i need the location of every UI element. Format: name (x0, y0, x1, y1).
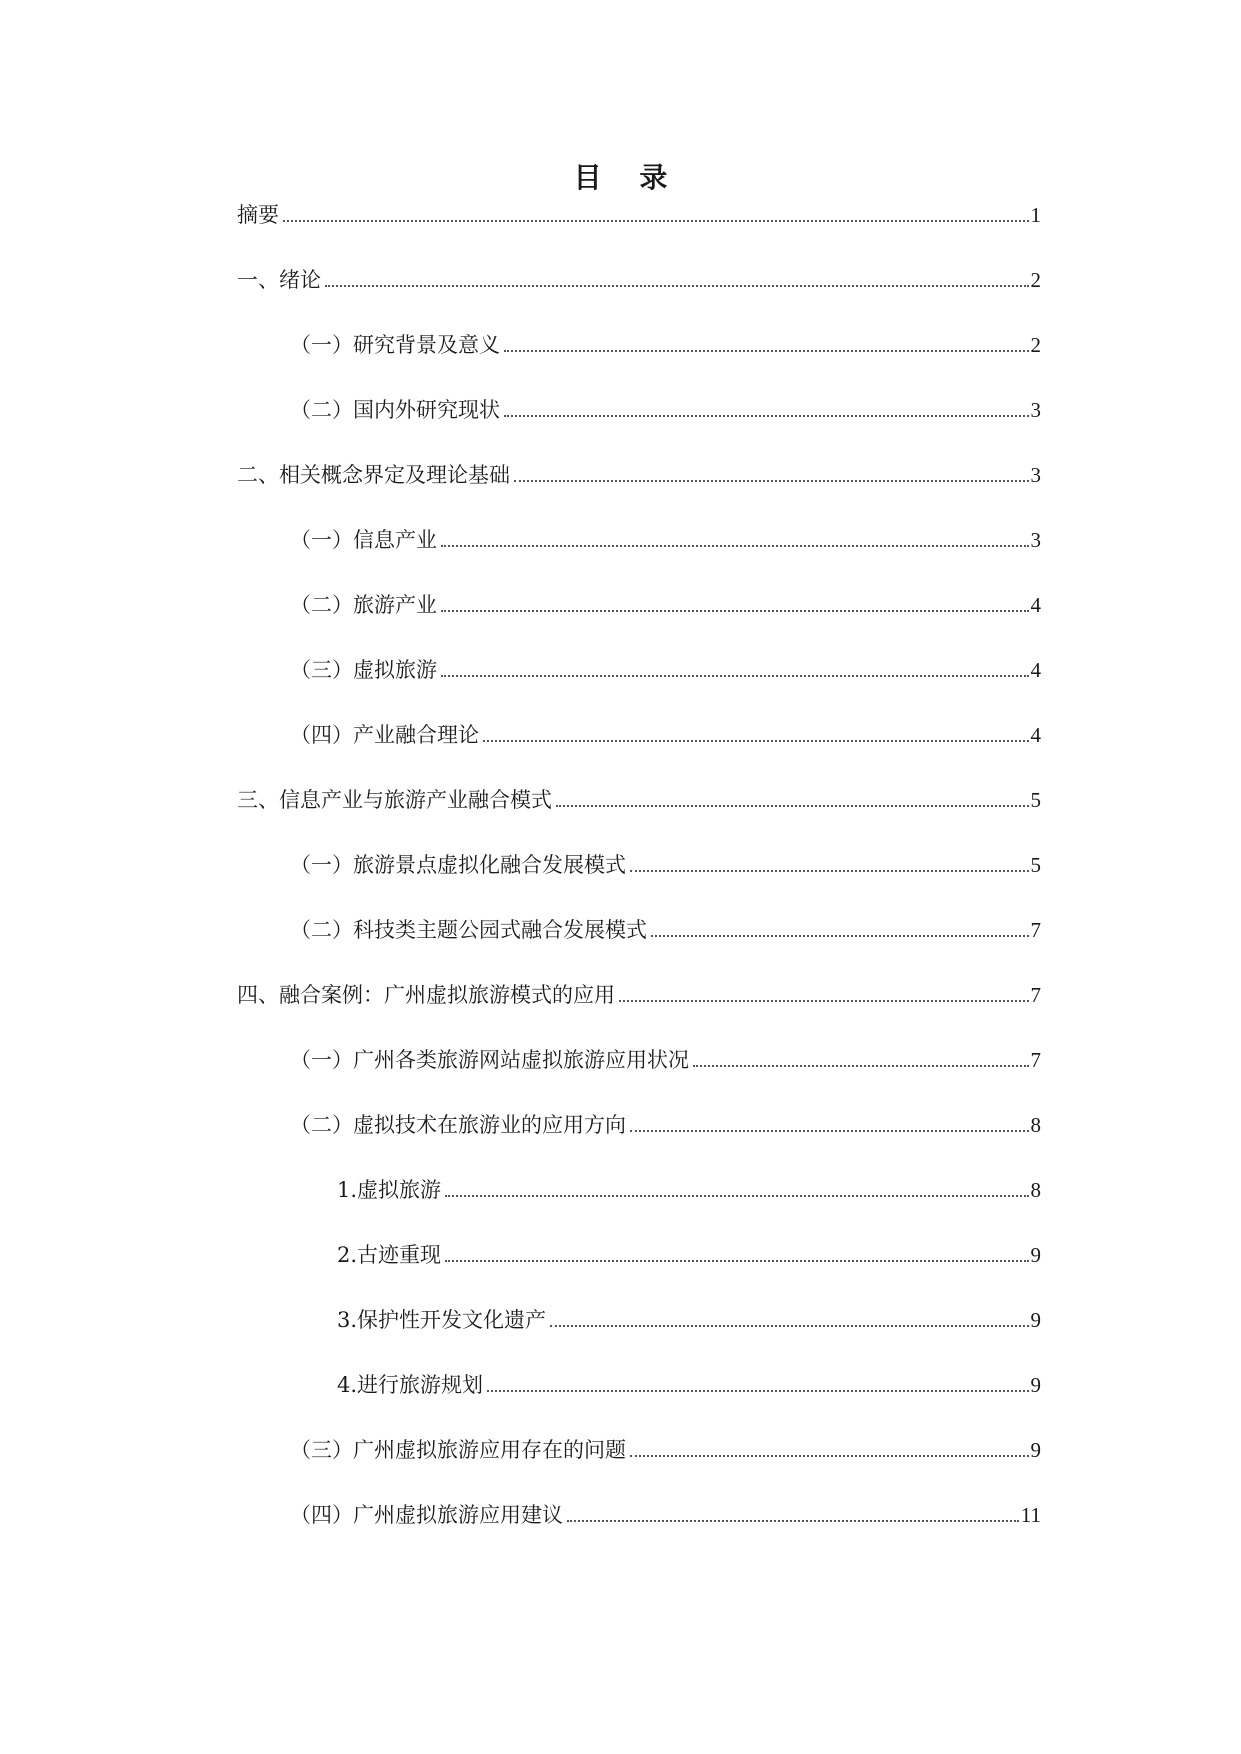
toc-entry-label: 二、相关概念界定及理论基础 (237, 463, 510, 487)
toc-entry-chapter-4[interactable] (237, 980, 1041, 1010)
dot-leader (445, 1260, 1028, 1262)
toc-entry-label: 一、绪论 (237, 268, 321, 292)
dot-leader (567, 1520, 1019, 1522)
toc-entry-subsection-4-2-4[interactable] (337, 1370, 1041, 1400)
dot-leader (619, 1000, 1029, 1002)
toc-entry-label: （四）产业融合理论 (290, 723, 479, 747)
toc-entry-label: 四、融合案例：广州虚拟旅游模式的应用 (237, 983, 615, 1007)
dot-leader (630, 870, 1029, 872)
dot-leader (504, 415, 1029, 417)
toc-entry-chapter-1[interactable] (237, 265, 1041, 295)
toc-entry-page: 9 (1030, 1243, 1041, 1267)
toc-entry-section-3-1[interactable] (290, 850, 1041, 880)
toc-entry-label: 摘要 (237, 203, 279, 227)
toc-entry-page: 3 (1030, 528, 1041, 552)
dot-leader (441, 675, 1029, 677)
toc-entry-page: 7 (1030, 918, 1041, 942)
dot-leader (441, 610, 1029, 612)
toc-entry-label: （一）信息产业 (290, 528, 437, 552)
toc-entry-page: 4 (1030, 658, 1041, 682)
toc-entry-section-2-1[interactable] (290, 525, 1041, 555)
toc-entry-label: （二）科技类主题公园式融合发展模式 (290, 918, 647, 942)
toc-entry-page: 8 (1030, 1113, 1041, 1137)
toc-entry-label: （三）广州虚拟旅游应用存在的问题 (290, 1438, 626, 1462)
dot-leader (630, 1455, 1029, 1457)
toc-entry-section-2-2[interactable] (290, 590, 1041, 620)
toc-entry-subsection-4-2-1[interactable] (337, 1175, 1041, 1205)
toc-entry-label: 3.保护性开发文化遗产 (337, 1308, 547, 1332)
toc-entry-page: 7 (1030, 1048, 1041, 1072)
toc-entry-page: 7 (1030, 983, 1041, 1007)
dot-leader (550, 1325, 1028, 1327)
toc-entry-section-2-3[interactable] (290, 655, 1041, 685)
toc-entry-page: 4 (1030, 593, 1041, 617)
toc-entry-label: 2.古迹重现 (337, 1243, 442, 1267)
toc-entry-page: 5 (1030, 853, 1041, 877)
toc-entry-section-3-2[interactable] (290, 915, 1041, 945)
toc-entry-section-2-4[interactable] (290, 720, 1041, 750)
toc-entry-label: （一）广州各类旅游网站虚拟旅游应用状况 (290, 1048, 689, 1072)
toc-entry-label: 1.虚拟旅游 (337, 1178, 442, 1202)
toc-entry-label: 4.进行旅游规划 (337, 1373, 484, 1397)
toc-entry-page: 3 (1030, 398, 1041, 422)
toc-entry-label: （二）虚拟技术在旅游业的应用方向 (290, 1113, 626, 1137)
dot-leader (483, 740, 1029, 742)
dot-leader (630, 1130, 1029, 1132)
toc-entry-label: （二）旅游产业 (290, 593, 437, 617)
toc-entry-section-4-3[interactable] (290, 1435, 1041, 1465)
dot-leader (504, 350, 1029, 352)
dot-leader (445, 1195, 1028, 1197)
toc-entry-section-4-4[interactable] (290, 1500, 1041, 1530)
toc-entry-subsection-4-2-3[interactable] (337, 1305, 1041, 1335)
toc-entry-page: 9 (1030, 1308, 1041, 1332)
toc-entry-chapter-2[interactable] (237, 460, 1041, 490)
toc-entry-label: （四）广州虚拟旅游应用建议 (290, 1503, 563, 1527)
toc-entry-page: 3 (1030, 463, 1041, 487)
dot-leader (556, 805, 1029, 807)
toc-entry-section-1-1[interactable] (290, 330, 1041, 360)
dot-leader (693, 1065, 1029, 1067)
toc-entry-page: 9 (1030, 1438, 1041, 1462)
toc-entry-page: 2 (1030, 268, 1041, 292)
dot-leader (514, 480, 1029, 482)
toc-entry-page: 4 (1030, 723, 1041, 747)
toc-entry-chapter-3[interactable] (237, 785, 1041, 815)
toc-entry-page: 11 (1020, 1503, 1041, 1527)
toc-entry-label: （一）研究背景及意义 (290, 333, 500, 357)
toc-entry-page: 2 (1030, 333, 1041, 357)
toc-title: 目 录 (573, 161, 682, 194)
dot-leader (325, 285, 1029, 287)
dot-leader (487, 1390, 1028, 1392)
toc-entry-abstract[interactable] (237, 200, 1041, 230)
toc-entry-section-1-2[interactable] (290, 395, 1041, 425)
toc-entry-label: 三、信息产业与旅游产业融合模式 (237, 788, 552, 812)
toc-entry-page: 9 (1030, 1373, 1041, 1397)
toc-entry-page: 1 (1030, 203, 1041, 227)
dot-leader (283, 220, 1029, 222)
toc-entry-label: （二）国内外研究现状 (290, 398, 500, 422)
dot-leader (441, 545, 1029, 547)
dot-leader (651, 935, 1029, 937)
toc-entry-label: （三）虚拟旅游 (290, 658, 437, 682)
toc-entry-subsection-4-2-2[interactable] (337, 1240, 1041, 1270)
toc-entry-section-4-2[interactable] (290, 1110, 1041, 1140)
toc-entry-section-4-1[interactable] (290, 1045, 1041, 1075)
toc-entry-page: 5 (1030, 788, 1041, 812)
toc-entry-page: 8 (1030, 1178, 1041, 1202)
toc-entry-label: （一）旅游景点虚拟化融合发展模式 (290, 853, 626, 877)
